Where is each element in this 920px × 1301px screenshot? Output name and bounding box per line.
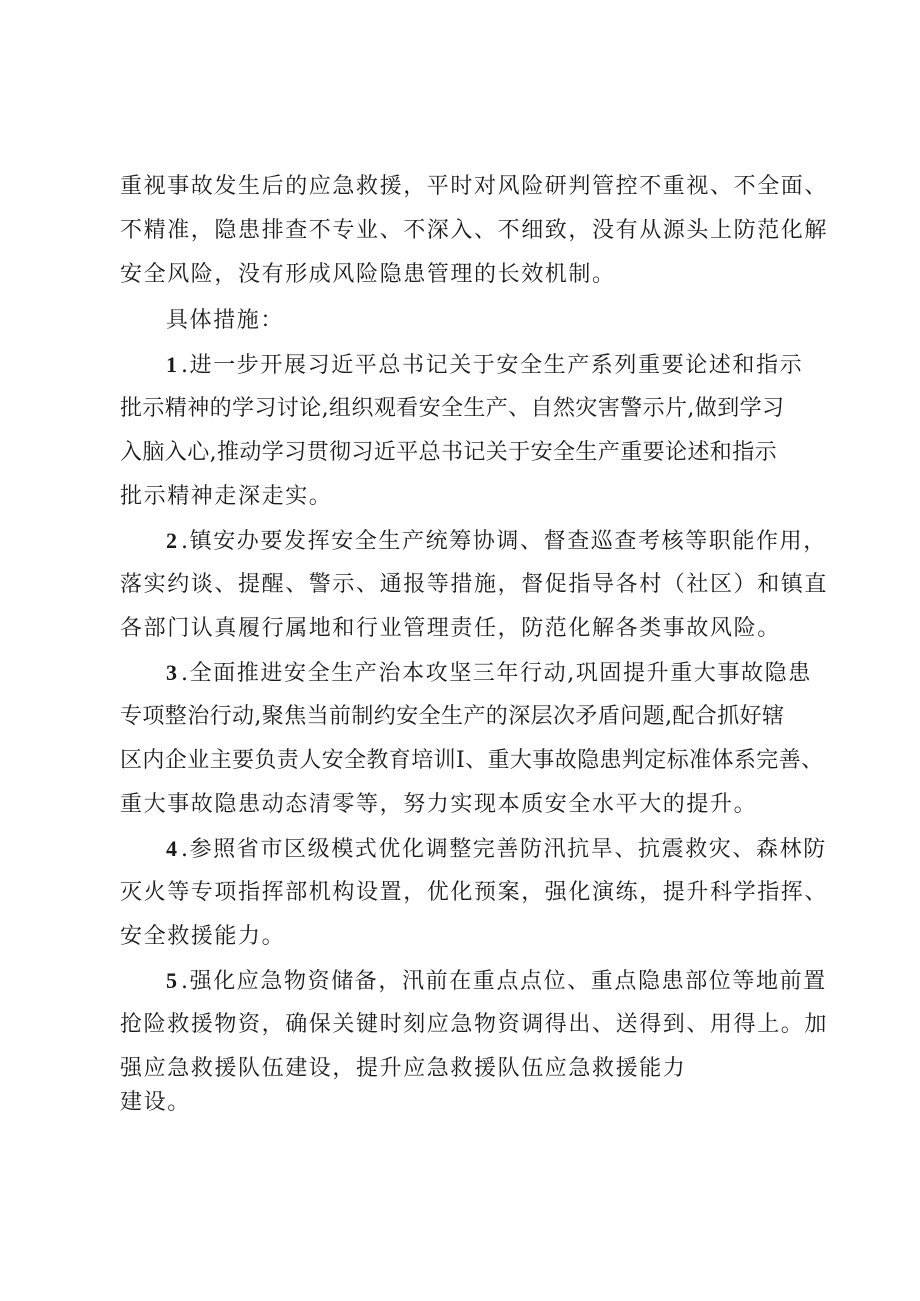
paragraph-line: 灭火等专项指挥部机构设置，优化预案，强化演练，提升科学指挥、 [120,880,829,905]
section-heading: 具体措施： [166,308,285,333]
paragraph-line: 入脑入心,推动学习贯彻习近平总书记关于安全生产重要论述和指示 [120,440,777,465]
paragraph-line: 重视事故发生后的应急救援，平时对风险研判管控不重视、不全面、 [120,174,829,199]
item-number: 3 [166,660,181,685]
list-item-5-line: 5.强化应急物资储备，汛前在重点点位、重点隐患部位等地前置 [166,968,827,994]
paragraph-line: 强应急救援队伍建设，提升应急救援队伍应急救援能力 [120,1056,687,1081]
paragraph-line: 抢险救援物资，确保关键时刻应急物资调得出、送得到、用得上。加 [120,1012,829,1037]
item-number: 1 [166,352,181,377]
item-number: 2 [166,528,181,553]
paragraph-line: 安全风险，没有形成风险隐患管理的长效机制。 [120,262,616,287]
list-item-1-line: 1.进一步开展习近平总书记关于安全生产系列重要论述和指示 [166,352,804,378]
paragraph-line: 批示精神的学习讨论,组织观看安全生产、自然灾害警示片,做到学习 [120,396,785,421]
paragraph-line: 安全救援能力。 [120,924,286,949]
paragraph-line: 批示精神走深走实。 [120,484,333,509]
list-item-3-line: 3.全面推进安全生产治本攻坚三年行动,巩固提升重大事故隐患 [166,660,812,686]
paragraph-line: 重大事故隐患动态清零等，努力实现本质安全水平大的提升。 [120,792,758,817]
list-item-4-line: 4.参照省市区级模式优化调整完善防汛抗旱、抗震救灾、森林防 [166,836,827,862]
item-number: 4 [166,836,181,861]
paragraph-line: 不精准，隐患排查不专业、不深入、不细致，没有从源头上防范化解 [120,218,829,243]
paragraph-line: 建设。 [120,1090,191,1115]
paragraph-line: 区内企业主要负责人安全教育培训I、重大事故隐患判定标准体系完善、 [120,748,824,773]
paragraph-line: 专项整治行动,聚焦当前制约安全生产的深层次矛盾问题,配合抓好辖 [120,704,785,729]
list-item-2-line: 2.镇安办要发挥安全生产统筹协调、督查巡查考核等职能作用， [166,528,827,554]
paragraph-line: 落实约谈、提醒、警示、通报等措施，督促指导各村（社区）和镇直 [120,572,829,597]
item-number: 5 [166,968,181,993]
paragraph-line: 各部门认真履行属地和行业管理责任，防范化解各类事故风险。 [120,616,781,641]
